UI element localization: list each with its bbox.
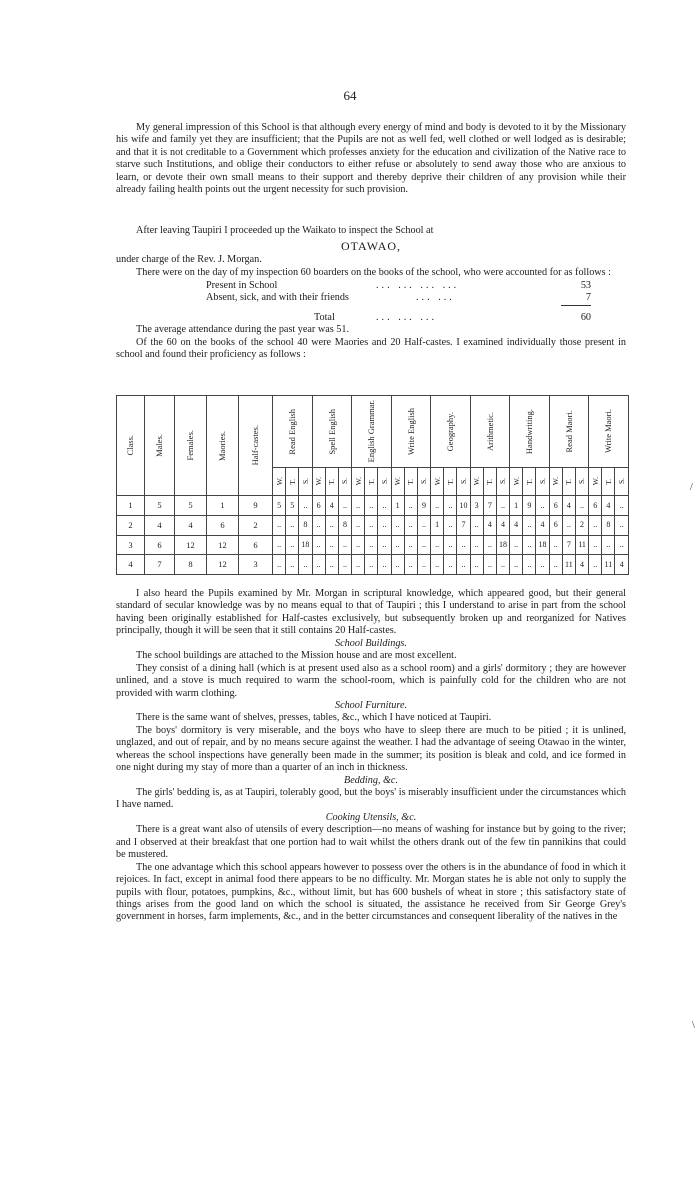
sub-label-cell (470, 468, 483, 496)
sub-label: S. (617, 478, 627, 485)
subject-header-cell (391, 396, 431, 468)
cell-mark: .. (523, 515, 536, 535)
cell-mark: .. (391, 535, 404, 555)
cell-mark: 4 (536, 515, 549, 535)
school-name-heading: OTAWAO, (340, 239, 402, 254)
sub-label-cell (299, 468, 312, 496)
sub-label-cell (417, 468, 430, 496)
cell-mark: .. (378, 515, 391, 535)
attendance-summary (206, 280, 626, 324)
fixed-header-cell (175, 396, 207, 496)
cell-mark: .. (470, 515, 483, 535)
cell-mark: .. (299, 496, 312, 516)
cell-mark: .. (549, 555, 562, 575)
cell-class: 1 (117, 496, 145, 516)
cell-mark: 10 (457, 496, 470, 516)
sub-label: W. (472, 477, 482, 486)
cell-mark: .. (444, 515, 457, 535)
subject-header-cell (352, 396, 392, 468)
sub-label: W. (511, 477, 521, 486)
cell-mark: 11 (602, 555, 615, 575)
subject-header-label: Geography. (445, 411, 456, 452)
sub-label-cell (312, 468, 325, 496)
heading-school-buildings: School Buildings. (335, 637, 407, 649)
cell-mark: .. (496, 555, 509, 575)
cell-mark: .. (325, 555, 338, 575)
sub-label-cell (286, 468, 299, 496)
cell-mark: .. (589, 515, 602, 535)
cell-mark: 8 (602, 515, 615, 535)
cell-mark: 9 (523, 496, 536, 516)
cell-mark: 7 (457, 515, 470, 535)
cell-mark: .. (338, 535, 351, 555)
cell-mark: 3 (470, 496, 483, 516)
cell-mark: .. (417, 515, 430, 535)
paragraph-furniture: There is the same want of shelves, presses, tables, &c., which I have noticed at Taupiri. (136, 712, 492, 724)
absent-label: Absent, sick, and with their friends (206, 292, 349, 304)
sub-label-cell (352, 468, 365, 496)
paragraph-dining-hall: They consist of a dining hall (which is at present used also as a school room) and a girls' dormitory ; they are however unlined, and a stove is much required to warm the school-room, which is painfully cold for the children who are not provided with warm clothing. (116, 662, 626, 699)
sub-label: S. (379, 478, 389, 485)
fixed-header-label: Half-castes. (250, 425, 261, 466)
sub-label: T. (445, 478, 455, 485)
sub-label-cell (523, 468, 536, 496)
charge-line: under charge of the Rev. J. Morgan. (116, 254, 262, 266)
cell-mark: 7 (483, 496, 496, 516)
cell-mark: .. (470, 555, 483, 575)
sub-label-cell (615, 468, 629, 496)
fixed-header-cell (207, 396, 239, 496)
cell-females: 12 (175, 535, 207, 555)
sub-label-cell (444, 468, 457, 496)
subject-header-label: Spell English (326, 408, 337, 455)
subject-header-label: Arithmetic. (484, 412, 495, 451)
absent-dots: ... ... (416, 292, 455, 304)
cell-mark: .. (523, 555, 536, 575)
cell-mark: .. (286, 515, 299, 535)
cell-mark: .. (470, 535, 483, 555)
cell-mark: 11 (562, 555, 575, 575)
cell-mark: 6 (549, 496, 562, 516)
cell-males: 7 (145, 555, 175, 575)
cell-mark: .. (483, 535, 496, 555)
sub-label-cell (549, 468, 562, 496)
cell-mark: 2 (575, 515, 588, 535)
cell-mark: .. (431, 496, 444, 516)
sub-label: W. (274, 477, 284, 486)
cell-males: 4 (145, 515, 175, 535)
sub-label: S. (458, 478, 468, 485)
cell-mark: .. (615, 535, 629, 555)
cell-mark: 4 (562, 496, 575, 516)
sub-label-cell (431, 468, 444, 496)
subject-header-cell (470, 396, 510, 468)
sub-label-cell (365, 468, 378, 496)
paragraph-utensils: There is a great want also of utensils of every description—no means of washing for instance but by going to the river; and I observed at their breakfast that one portion had to wait whilst the others drank out of the few tin pannikins that could be mustered. (116, 824, 626, 861)
paragraph-bedding: The girls' bedding is, as at Taupiri, tolerably good, but the boys' is miserably insufficient under the circumstances which I have named. (116, 787, 626, 811)
cell-mark: .. (457, 555, 470, 575)
sub-label: W. (551, 477, 561, 486)
sub-label: S. (537, 478, 547, 485)
cell-mark: .. (404, 496, 417, 516)
cell-mark: .. (417, 535, 430, 555)
proficiency-table (116, 395, 629, 575)
margin-mark-top: / (690, 482, 693, 493)
cell-mark: .. (325, 515, 338, 535)
cell-males: 6 (145, 535, 175, 555)
paragraph-average-attendance: The average attendance during the past year was 51. (136, 324, 349, 336)
cell-mark: .. (549, 535, 562, 555)
cell-mark: .. (338, 555, 351, 575)
sub-label: W. (314, 477, 324, 486)
subject-header-label: Handwriting. (524, 408, 535, 455)
cell-mark: 8 (338, 515, 351, 535)
sub-label: S. (340, 478, 350, 485)
sub-label-cell (338, 468, 351, 496)
cell-mark: .. (536, 496, 549, 516)
total-value: 60 (580, 311, 591, 323)
cell-females: 8 (175, 555, 207, 575)
fixed-header-cell (145, 396, 175, 496)
cell-mark: .. (510, 555, 523, 575)
cell-mark: .. (365, 496, 378, 516)
cell-mark: .. (575, 496, 588, 516)
heading-cooking-utensils: Cooking Utensils, &c. (325, 811, 417, 823)
fixed-header-label: Females. (185, 430, 196, 461)
page-number: 64 (343, 88, 357, 103)
attendance-total-row (206, 312, 626, 324)
cell-halfcastes: 6 (239, 535, 273, 555)
present-value: 53 (580, 279, 591, 291)
cell-mark: .. (273, 535, 286, 555)
cell-mark: .. (286, 535, 299, 555)
sub-label: W. (353, 477, 363, 486)
cell-mark: .. (273, 555, 286, 575)
cell-mark: .. (457, 535, 470, 555)
fixed-header-cell (117, 396, 145, 496)
cell-mark: 7 (562, 535, 575, 555)
fixed-header-cell (239, 396, 273, 496)
cell-mark: .. (417, 555, 430, 575)
table-row (117, 496, 629, 516)
sub-label-cell (457, 468, 470, 496)
cell-mark: .. (589, 555, 602, 575)
paragraph-buildings: The school buildings are attached to the Mission house and are most excellent. (136, 650, 457, 662)
cell-mark: .. (404, 535, 417, 555)
cell-mark: 6 (549, 515, 562, 535)
cell-mark: .. (325, 535, 338, 555)
table-header-row (117, 396, 629, 468)
sub-label: S. (498, 478, 508, 485)
cell-mark: 1 (391, 496, 404, 516)
heading-bedding: Bedding, &c. (343, 774, 399, 786)
cell-mark: 5 (273, 496, 286, 516)
cell-mark: 4 (496, 515, 509, 535)
sub-label-cell (378, 468, 391, 496)
sub-label: T. (366, 478, 376, 485)
margin-mark-bottom: \ (692, 1020, 695, 1031)
sub-label-cell (562, 468, 575, 496)
cell-mark: .. (404, 515, 417, 535)
paragraph-general-impression: My general impression of this School is that although every energy of mind and body is devoted to it by the Missionary his wife and family yet they are insufficient; that the Pupils are not as well fed, well clothed or well lodged as is desirable; and that it is not creditable to a Government which professes anxiety for the education and civilization of the Native race to starve such Institutions, and oblige their conductors to either refuse or absolutely to send away those who are anxious to learn, or devote their own small means to their support and thereby deprive their children of any provision while their already failing health points out the urgent necessity for such provision. (116, 122, 626, 196)
text-block-top (116, 122, 626, 197)
cell-mark: 8 (299, 515, 312, 535)
cell-mark: 18 (299, 535, 312, 555)
subject-header-cell (510, 396, 550, 468)
cell-class: 2 (117, 515, 145, 535)
attendance-absent-row (206, 292, 626, 305)
cell-mark: .. (602, 535, 615, 555)
cell-mark: 11 (575, 535, 588, 555)
subject-header-label: English Grammar. (366, 400, 377, 463)
cell-mark: 4 (510, 515, 523, 535)
sub-label: W. (590, 477, 600, 486)
cell-mark: .. (299, 555, 312, 575)
cell-mark: .. (431, 555, 444, 575)
cell-maories: 12 (207, 535, 239, 555)
cell-mark: 18 (536, 535, 549, 555)
cell-mark: .. (338, 496, 351, 516)
sub-label-cell (536, 468, 549, 496)
text-block-bottom (116, 588, 626, 924)
cell-mark: 1 (510, 496, 523, 516)
cell-halfcastes: 9 (239, 496, 273, 516)
fixed-header-label: Males. (154, 434, 165, 457)
cell-maories: 6 (207, 515, 239, 535)
cell-mark: .. (510, 535, 523, 555)
subject-header-cell (312, 396, 352, 468)
cell-mark: .. (444, 496, 457, 516)
cell-mark: .. (536, 555, 549, 575)
sub-label: T. (485, 478, 495, 485)
present-dots: ... ... ... ... (376, 279, 460, 291)
cell-maories: 1 (207, 496, 239, 516)
paragraph-boys-dormitory: The boys' dormitory is very miserable, and the boys who have to sleep there are much to be pitied ; it is unlined, unglazed, and out of repair, and by no means secure against the weather. I had the advantage of seeing Otawao in the winter, whereas the school inspections have generally been made in the summer; its position is bleak and cold, and ice formed in one night during my stay of more than a quarter of an inch in thickness. (116, 724, 626, 774)
text-block-otawao (116, 225, 626, 362)
table-row (117, 555, 629, 575)
table-row (117, 515, 629, 535)
subject-header-cell (431, 396, 471, 468)
cell-mark: .. (365, 535, 378, 555)
cell-mark: .. (312, 515, 325, 535)
subject-header-label: Write English (405, 407, 416, 456)
cell-mark: .. (352, 496, 365, 516)
cell-mark: .. (352, 515, 365, 535)
cell-mark: 4 (602, 496, 615, 516)
sub-label-cell (325, 468, 338, 496)
cell-mark: 1 (431, 515, 444, 535)
sub-label: T. (287, 478, 297, 485)
absent-value: 7 (561, 292, 591, 305)
cell-mark: .. (365, 515, 378, 535)
cell-mark: .. (312, 535, 325, 555)
sub-label: S. (419, 478, 429, 485)
total-dots: ... ... ... (376, 311, 438, 323)
cell-mark: 6 (589, 496, 602, 516)
sub-label: W. (432, 477, 442, 486)
cell-mark: .. (378, 496, 391, 516)
cell-mark: .. (352, 535, 365, 555)
cell-mark: .. (273, 515, 286, 535)
sub-label: T. (603, 478, 613, 485)
cell-mark: 4 (615, 555, 629, 575)
subject-header-label: Read Maori. (563, 410, 574, 453)
cell-mark: .. (365, 555, 378, 575)
cell-mark: .. (378, 535, 391, 555)
paragraph-after-leaving: After leaving Taupiri I proceeded up the Waikato to inspect the School at (136, 225, 434, 236)
sub-label: T. (406, 478, 416, 485)
cell-females: 4 (175, 515, 207, 535)
cell-mark: .. (496, 496, 509, 516)
paragraph-scriptural: I also heard the Pupils examined by Mr. Morgan in scriptural knowledge, which appeared good, but their general standard of secular knowledge was by no means equal to that of Taupiri ; this I understand to arise in part from the school having been originally established for Half-castes exclusively, but subsequently broken up and reorganized for Natives principally, though it will be seen that it still contains 20 Half-castes. (116, 588, 626, 637)
subject-header-label: Write Maori. (603, 409, 614, 454)
fixed-header-label: Class. (125, 435, 136, 456)
cell-mark: 4 (575, 555, 588, 575)
cell-mark: .. (312, 555, 325, 575)
cell-mark: .. (286, 555, 299, 575)
sub-label: W. (393, 477, 403, 486)
fixed-header-label: Maories. (217, 430, 228, 461)
cell-females: 5 (175, 496, 207, 516)
total-label: Total (314, 311, 335, 323)
sub-label-cell (404, 468, 417, 496)
sub-label-cell (496, 468, 509, 496)
cell-mark: .. (483, 555, 496, 575)
sub-label: T. (524, 478, 534, 485)
cell-class: 4 (117, 555, 145, 575)
sub-label-cell (483, 468, 496, 496)
cell-mark: .. (391, 555, 404, 575)
cell-mark: 5 (286, 496, 299, 516)
sub-label-cell (510, 468, 523, 496)
sub-label-cell (273, 468, 286, 496)
cell-mark: .. (523, 535, 536, 555)
cell-halfcastes: 3 (239, 555, 273, 575)
subject-header-cell (589, 396, 629, 468)
paragraph-food-advantage: The one advantage which this school appears however to possess over the others is in the abundance of food in which it rejoices. In fact, except in animal food there appears to be no difficulty. Mr. Morgan states he is able not only to supply the pupils with flour, potatoes, pumpkins, &c., without limit, but has 600 bushels of wheat in store ; this satisfactory state of things arises from the good land on which the school is situated, the assistance he received from Sir George Grey's government in horses, farm implements, &c., and in the better circumstances and consequent liberality of the natives in the (116, 861, 626, 923)
heading-school-furniture: School Furniture. (334, 699, 408, 711)
cell-mark: .. (444, 535, 457, 555)
cell-halfcastes: 2 (239, 515, 273, 535)
cell-mark: 9 (417, 496, 430, 516)
sub-label-cell (602, 468, 615, 496)
sub-label: S. (577, 478, 587, 485)
cell-mark: .. (431, 535, 444, 555)
sub-label: T. (564, 478, 574, 485)
cell-mark: 6 (312, 496, 325, 516)
attendance-present-row (206, 280, 626, 292)
cell-mark: .. (615, 515, 629, 535)
sub-label: T. (327, 478, 337, 485)
cell-mark: .. (352, 555, 365, 575)
cell-mark: 18 (496, 535, 509, 555)
cell-mark: .. (391, 515, 404, 535)
sub-label-cell (391, 468, 404, 496)
subject-header-cell (273, 396, 313, 468)
cell-mark: .. (444, 555, 457, 575)
cell-mark: .. (562, 515, 575, 535)
cell-mark: .. (378, 555, 391, 575)
cell-maories: 12 (207, 555, 239, 575)
sub-label-cell (575, 468, 588, 496)
cell-mark: .. (615, 496, 629, 516)
present-label: Present in School (206, 279, 278, 291)
cell-males: 5 (145, 496, 175, 516)
cell-mark: 4 (483, 515, 496, 535)
subject-header-cell (549, 396, 589, 468)
sub-label-cell (589, 468, 602, 496)
cell-mark: .. (404, 555, 417, 575)
paragraph-boarders: There were on the day of my inspection 60 boarders on the books of the school, who were accounted for as follows : (136, 266, 611, 278)
sub-label: S. (300, 478, 310, 485)
cell-mark: 4 (325, 496, 338, 516)
table-row (117, 535, 629, 555)
paragraph-maories-halfcastes: Of the 60 on the books of the school 40 were Maories and 20 Half-castes. I examined individually those present in school and found their proficiency as follows : (116, 336, 626, 361)
subject-header-label: Read English (287, 408, 298, 455)
cell-mark: .. (589, 535, 602, 555)
cell-class: 3 (117, 535, 145, 555)
